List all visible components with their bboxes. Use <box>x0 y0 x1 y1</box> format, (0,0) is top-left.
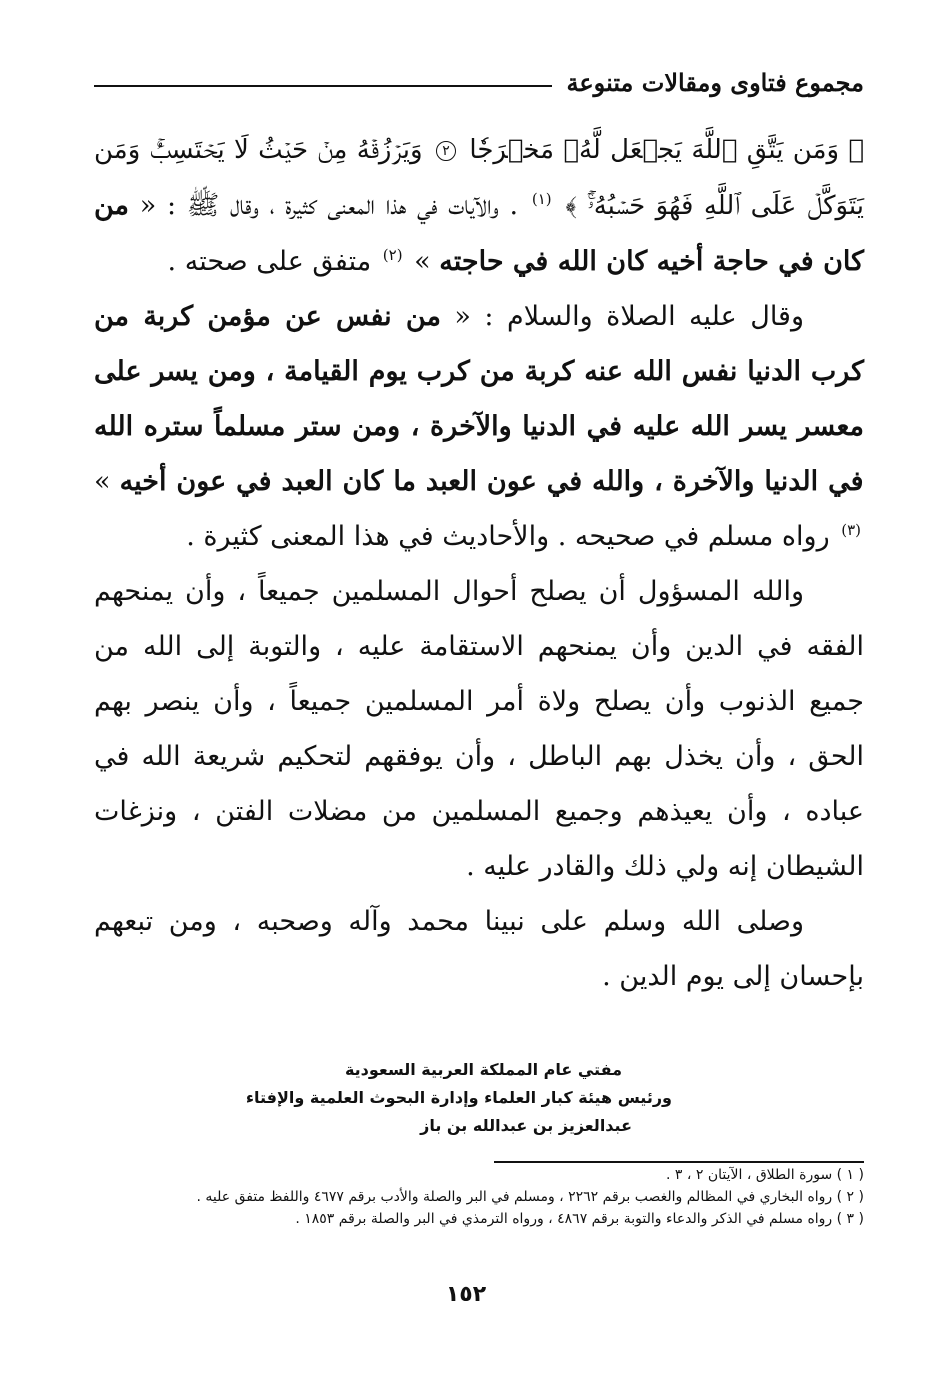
signature-line-name: عبدالعزيز بن عبدالله بن باز <box>420 1116 632 1135</box>
hadith-2: من نفس عن مؤمن كربة من كرب الدنيا نفس الله عنه كربة من كرب يوم القيامة ، ومن يسر على معسر يسر الله عليه في الدنيا والآخرة ، ومن ستر مسلماً ستره الله في الدنيا والآخرة ، والله في عون العبد ما كان العبد في عون أخيه <box>94 301 864 497</box>
footnote-ref-1: (١) <box>531 190 552 208</box>
header-rule <box>94 85 552 87</box>
footnote-2: ( ٢ ) رواه البخاري في المظالم والغصب برقم ٢٢٦٢ ، ومسلم في البر والصلة والأدب برقم ٤٦٧٧ واللفظ متفق عليه . <box>196 1189 864 1205</box>
footnotes <box>94 1164 864 1230</box>
paragraph-1-text-1: . والآيات في هذا المعنى كثيرة ، وقال ﷺ : « <box>129 190 519 221</box>
quran-verse-part-2: وَيَرۡزُقۡهُ مِنۡ حَيۡثُ لَا يَحۡتَسِبُۚ وَمَن يَتَوَكَّلۡ عَلَى ٱللَّهِ فَهُوَ حَسۡبُهُۥٓۚ ﴾ <box>94 135 865 221</box>
footnote-3: ( ٣ ) رواه مسلم في الذكر والدعاء والتوبة برقم ٤٨٦٧ ، ورواه الترمذي في البر والصلة برقم ١٨٥٣ . <box>295 1211 864 1227</box>
ayah-number-marker: ٢ <box>436 141 456 161</box>
main-text <box>94 122 864 1004</box>
paragraph-2 <box>94 289 864 564</box>
paragraph-1-text-3: متفق على صحته . <box>167 246 372 277</box>
running-header <box>94 62 864 102</box>
footnote-ref-3: (٣) <box>841 521 861 539</box>
hadith-1: من كان في حاجة أخيه كان الله في حاجته <box>94 190 864 277</box>
page-number: ١٥٢ <box>445 1282 487 1307</box>
paragraph-2-text-2: » <box>94 466 111 497</box>
quran-verse-part-1: ﴿ وَمَن يَتَّقِ ٱللَّهَ يَجۡعَل لَّهُۥ مَخۡرَجٗا <box>469 135 864 165</box>
footnote-1: ( ١ ) سورة الطلاق ، الآيتان ٢ ، ٣ . <box>666 1167 864 1183</box>
paragraph-3: والله المسؤول أن يصلح أحوال المسلمين جميعاً ، وأن يمنحهم الفقه في الدين وأن يمنحهم الاستقامة عليه ، والتوبة إلى الله من جميع الذنوب وأن يصلح ولاة أمر المسلمين جميعاً ، وأن ينصر بهم الحق ، وأن يخذل بهم الباطل ، وأن يوفقهم لتحكيم شريعة الله في عباده ، وأن يعيذهم وجميع المسلمين من مضلات الفتن ، ونزغات الشيطان إنه ولي ذلك والقادر عليه . <box>94 576 864 882</box>
signature-line-title: مفتي عام المملكة العربية السعودية <box>344 1060 622 1079</box>
book-title: مجموع فتاوى ومقالات متنوعة <box>566 67 864 97</box>
paragraph-1-text-2: » <box>405 246 431 277</box>
paragraph-2-text-3: رواه مسلم في صحيحه . والأحاديث في هذا المعنى كثيرة . <box>186 521 830 552</box>
signature-line-position: ورئيس هيئة كبار العلماء وإدارة البحوث العلمية والإفتاء <box>245 1088 672 1107</box>
footnote-ref-2: (٢) <box>382 246 403 264</box>
footnote-rule <box>494 1161 864 1163</box>
paragraph-1 <box>94 122 864 289</box>
signature-block <box>72 1056 672 1140</box>
paragraph-4: وصلى الله وسلم على نبينا محمد وآله وصحبه ، ومن تبعهم بإحسان إلى يوم الدين . <box>94 906 864 992</box>
paragraph-2-text-1: وقال عليه الصلاة والسلام : « <box>440 301 804 332</box>
